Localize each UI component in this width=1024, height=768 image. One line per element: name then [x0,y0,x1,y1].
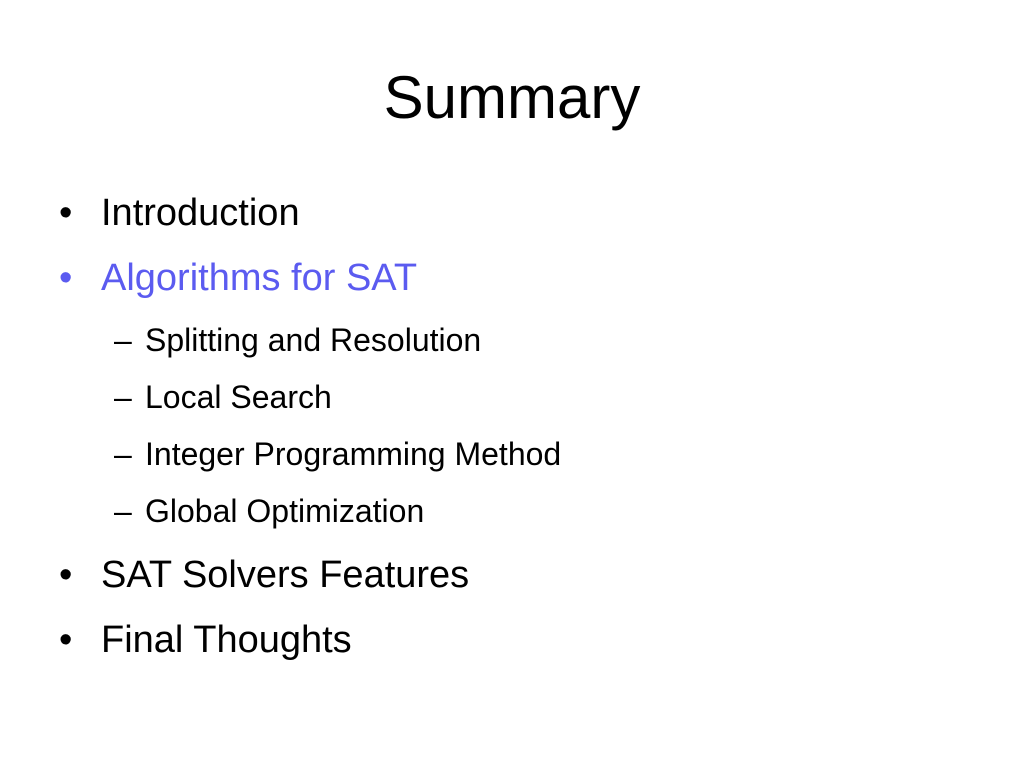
slide-title: Summary [383,64,641,131]
dash-marker: – [114,322,132,358]
list-item-label: SAT Solvers Features [101,554,470,596]
list-item-label: Final Thoughts [101,619,352,661]
list-item-label: Algorithms for SAT [101,257,418,299]
bullet-marker: • [59,619,73,661]
dash-marker: – [114,379,132,415]
list-item-label: Introduction [101,192,300,234]
list-item-label: Splitting and Resolution [145,322,482,358]
bullet-marker: • [59,257,73,299]
dash-marker: – [114,436,132,472]
bullet-marker: • [59,554,73,596]
dash-marker: – [114,493,132,529]
list-item-label: Global Optimization [145,493,425,529]
list-item-label: Integer Programming Method [145,436,562,472]
list-item-label: Local Search [145,379,332,415]
bullet-marker: • [59,192,73,234]
